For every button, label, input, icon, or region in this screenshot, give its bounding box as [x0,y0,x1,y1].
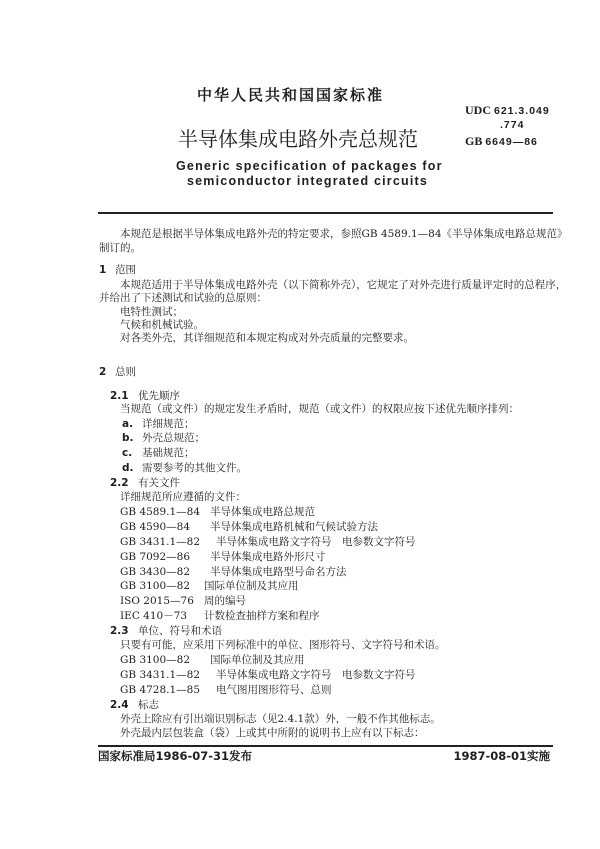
doc-title: 计数检查抽样方案和程序 [204,610,320,622]
term-doc [120,684,332,696]
reference-doc [120,551,326,563]
priority-item [122,418,195,430]
subsection-2-2-text: 详细规范所应遵循的文件： [120,491,246,503]
reference-doc [120,566,347,578]
udc-value: 621.3.049 [494,105,550,117]
doc-code: GB 4590—84 [120,521,191,533]
doc-title: 半导体集成电路型号命名方法 [210,566,347,578]
subsection-title: 标志 [138,699,159,711]
doc-title: 周的编号 [204,595,246,607]
doc-code: ISO 2015—76 [120,595,194,607]
subsection-2-3-heading [110,625,222,637]
section1-item: 电特性测试； [120,306,183,318]
intro-line2: 制订的。 [99,242,141,254]
term-doc [120,669,416,681]
udc-label: UDC [465,103,491,117]
subsection-2-1-heading [110,390,180,402]
issued-date: 国家标准局1986-07-31发布 [98,749,253,763]
section-title: 范围 [115,264,136,276]
section-title: 总则 [115,366,136,378]
item-text: 基础规范； [142,447,195,459]
udc-code [465,104,550,118]
subsection-number: 2.1 [110,390,129,402]
doc-title: 半导体集成电路机械和气候试验方法 [210,521,378,533]
intro-line1: 本规范是根据半导体集成电路外壳的特定要求，参照GB 4589.1—84《半导体集成电路总规范》 [120,228,568,240]
header-rule [98,212,553,214]
doc-title: 国际单位制及其应用 [204,580,299,592]
doc-title: 半导体集成电路文字符号 电参数文字符号 [216,536,416,548]
udc-code-2 [500,118,524,132]
udc-value-2: .774 [500,119,525,131]
subsection-2-4-line2: 外壳最内层包装盒（袋）上或其中所附的说明书上应有以下标志： [120,727,425,739]
item-label: b. [122,432,134,444]
doc-code: GB 7092—86 [120,551,191,563]
reference-doc [120,580,299,592]
section1-para-line1: 本规范适用于半导体集成电路外壳（以下简称外壳），它规定了对外壳进行质量评定时的总程序， [120,279,567,291]
section-number: 2 [99,366,107,378]
gb-number [465,135,538,149]
doc-code: GB 3100—82 [120,654,191,666]
subsection-2-4-heading [110,699,159,711]
doc-code: GB 3431.1—82 [120,536,201,548]
subsection-2-3-text: 只要有可能，应采用下列标准中的单位、图形符号、文字符号和术语。 [120,639,446,651]
document-title: 半导体集成电路外壳总规范 [178,127,418,151]
section2-heading [99,366,136,378]
item-text: 需要参考的其他文件。 [142,462,247,474]
section1-para-line2: 并给出了下述测试和试验的总原则： [99,292,267,304]
english-title-line1: Generic specification of packages for [176,159,443,173]
reference-doc [120,521,378,533]
section1-heading [99,264,136,276]
subsection-title: 有关文件 [138,477,180,489]
section1-closing: 对各类外壳，其详细规范和本规定构成对外壳质量的完整要求。 [120,332,414,344]
section1-item: 气候和机械试验。 [120,319,204,331]
item-label: a. [122,418,134,430]
doc-title: 半导体集成电路文字符号 电参数文字符号 [216,669,416,681]
reference-doc [120,506,315,518]
national-standard-heading: 中华人民共和国国家标准 [197,86,385,104]
subsection-number: 2.4 [110,699,129,711]
doc-title: 国际单位制及其应用 [210,654,305,666]
english-title-line2: semiconductor integrated circuits [187,174,429,188]
doc-code: GB 4589.1—84 [120,506,201,518]
doc-code: GB 4728.1—85 [120,684,201,696]
doc-code: GB 3430—82 [120,566,191,578]
doc-code: GB 3100—82 [120,580,191,592]
priority-item [122,447,195,459]
item-text: 详细规范； [142,418,195,430]
gb-label: GB [465,134,483,148]
reference-doc [120,595,246,607]
subsection-number: 2.2 [110,477,129,489]
doc-title: 半导体集成电路总规范 [210,506,315,518]
item-label: c. [122,447,133,459]
reference-doc [120,536,416,548]
reference-doc [120,610,320,622]
priority-item [122,462,247,474]
subsection-2-1-text: 当规范（或文件）的规定发生矛盾时，规范（或文件）的权限应按下述优先顺序排列： [120,403,519,415]
subsection-2-2-heading [110,477,180,489]
doc-title: 电气图用图形符号、总则 [216,684,332,696]
subsection-number: 2.3 [110,625,129,637]
item-label: d. [122,462,134,474]
section-number: 1 [99,264,107,276]
subsection-title: 优先顺序 [138,390,180,402]
subsection-title: 单位、符号和术语 [138,625,222,637]
priority-item [122,432,205,444]
doc-title: 半导体集成电路外形尺寸 [210,551,326,563]
doc-code: IEC 410－73 [120,610,188,622]
doc-code: GB 3431.1—82 [120,669,201,681]
footer-rule [98,745,553,747]
term-doc [120,654,305,666]
gb-number-value: 6649—86 [485,136,538,148]
effective-date: 1987-08-01实施 [453,749,550,763]
item-text: 外壳总规范； [142,432,205,444]
subsection-2-4-line1: 外壳上除应有引出端识别标志（见2.4.1款）外，一般不作其他标志。 [120,713,441,725]
